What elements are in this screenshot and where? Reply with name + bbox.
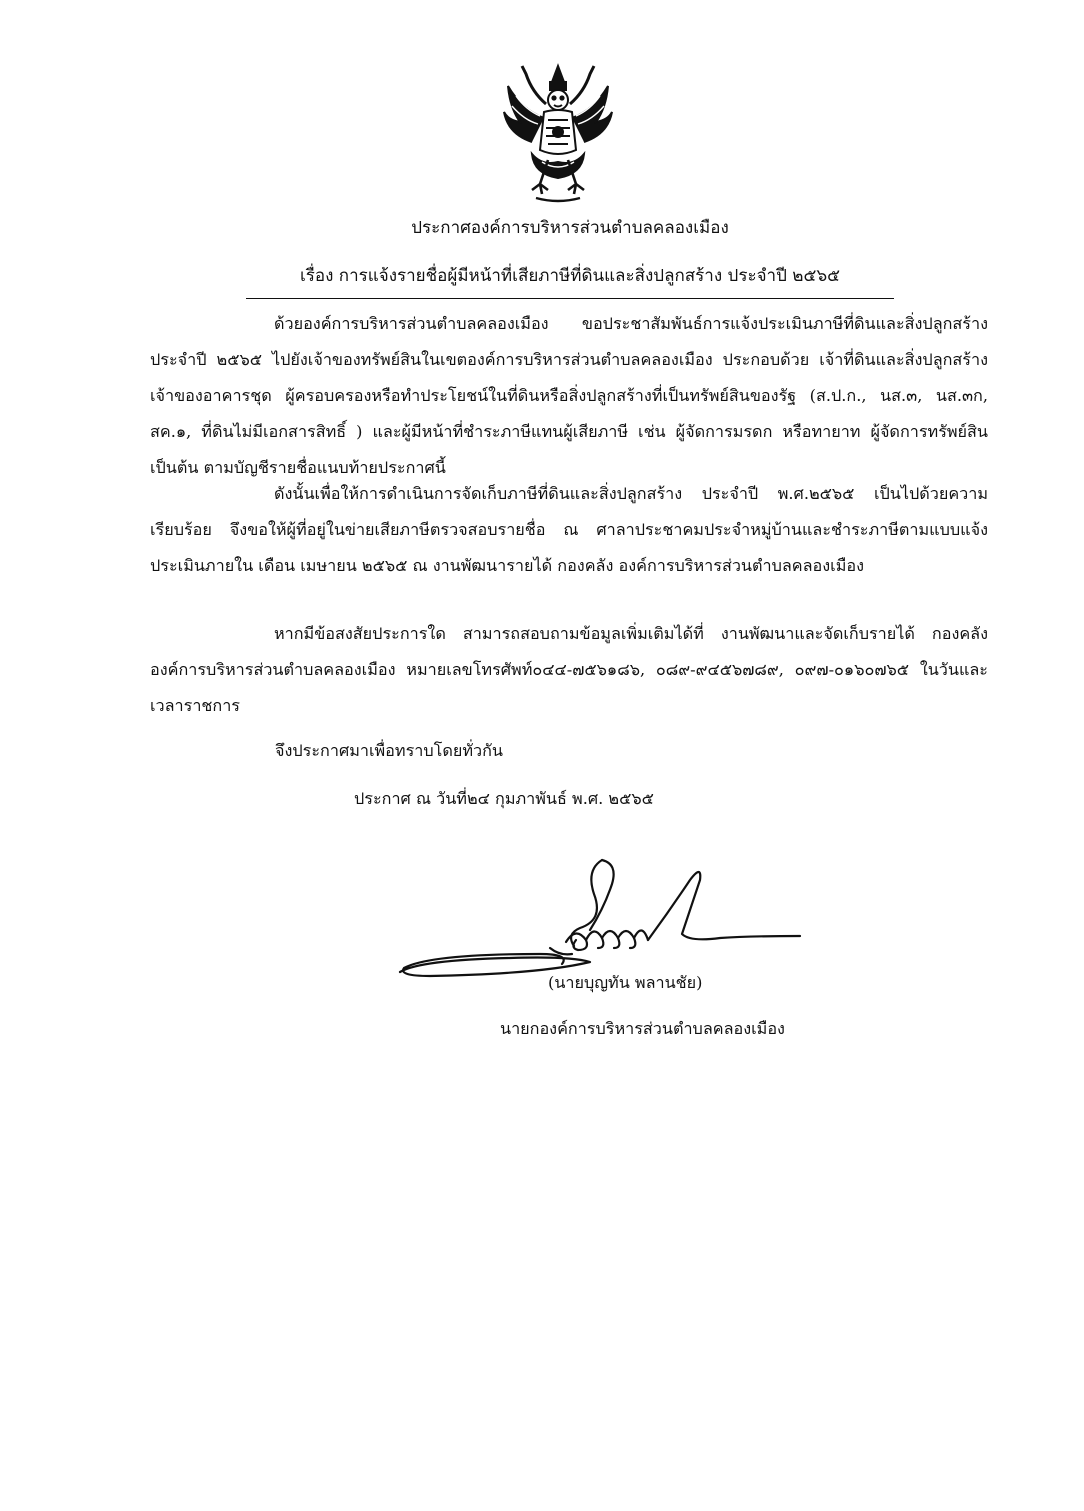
announcement-date: ประกาศ ณ วันที่๒๔ กุมภาพันธ์ พ.ศ. ๒๕๖๕: [354, 789, 654, 808]
signer-name: (นายบุญทัน พลานชัย): [548, 973, 703, 992]
signer-position: นายกองค์การบริหารส่วนตำบลคลองเมือง: [500, 1019, 785, 1038]
header-divider: [246, 298, 894, 299]
announcement-subject: เรื่อง การแจ้งรายชื่อผู้มีหน้าที่เสียภาษีที่ดินและสิ่งปลูกสร้าง ประจำปี ๒๕๖๕: [299, 266, 841, 286]
body-paragraph-2: [150, 476, 988, 584]
body-paragraph-1-text: ด้วยองค์การบริหารส่วนตำบลคลองเมือง ขอประชาสัมพันธ์การแจ้งประเมินภาษีที่ดินและสิ่งปลูกสร้างประจำปี ๒๕๖๕ ไปยังเจ้าของทรัพย์สินในเขตองค์การบริหารส่วนตำบลคลองเมือง ประกอบด้วย เจ้าที่ดินและสิ่งปลูกสร้าง เจ้าของอาคารชุด ผู้ครอบครองหรือทำประโยชน์ในที่ดินหรือสิ่งปลูกสร้างที่เป็นทรัพย์สินของรัฐ (ส.ป.ก., นส.๓, นส.๓ก, สค.๑, ที่ดินไม่มีเอกสารสิทธิ์ ) และผู้มีหน้าที่ชำระภาษีแทนผู้เสียภาษี เช่น ผู้จัดการมรดก หรือทายาท ผู้จัดการทรัพย์สิน เป็นต้น ตามบัญชีรายชื่อแนบท้ายประกาศนี้: [150, 314, 988, 477]
closing-statement: จึงประกาศมาเพื่อทราบโดยทั่วกัน: [275, 741, 503, 760]
handwritten-signature-icon: [390, 850, 810, 990]
announcement-title: ประกาศองค์การบริหารส่วนตำบลคลองเมือง: [411, 218, 729, 238]
garuda-emblem-icon: [502, 62, 614, 204]
body-paragraph-3: [150, 616, 988, 724]
body-paragraph-1: [150, 306, 988, 486]
body-paragraph-3-text: หากมีข้อสงสัยประการใด สามารถสอบถามข้อมูลเพิ่มเติมได้ที่ งานพัฒนาและจัดเก็บรายได้ กองคลัง องค์การบริหารส่วนตำบลคลองเมือง หมายเลขโทรศัพท์๐๔๔-๗๕๖๑๘๖, ๐๘๙-๙๔๕๖๗๘๙, ๐๙๗-๐๑๖๐๗๖๕ ในวันและเวลาราชการ: [150, 624, 988, 715]
body-paragraph-2-text: ดังนั้นเพื่อให้การดำเนินการจัดเก็บภาษีที่ดินและสิ่งปลูกสร้าง ประจำปี พ.ศ.๒๕๖๕ เป็นไปด้วยความเรียบร้อย จึงขอให้ผู้ที่อยู่ในข่ายเสียภาษีตรวจสอบรายชื่อ ณ ศาลาประชาคมประจำหมู่บ้านและชำระภาษีตามแบบแจ้งประเมินภายใน เดือน เมษายน ๒๕๖๕ ณ งานพัฒนารายได้ กองคลัง องค์การบริหารส่วนตำบลคลองเมือง: [150, 484, 988, 575]
